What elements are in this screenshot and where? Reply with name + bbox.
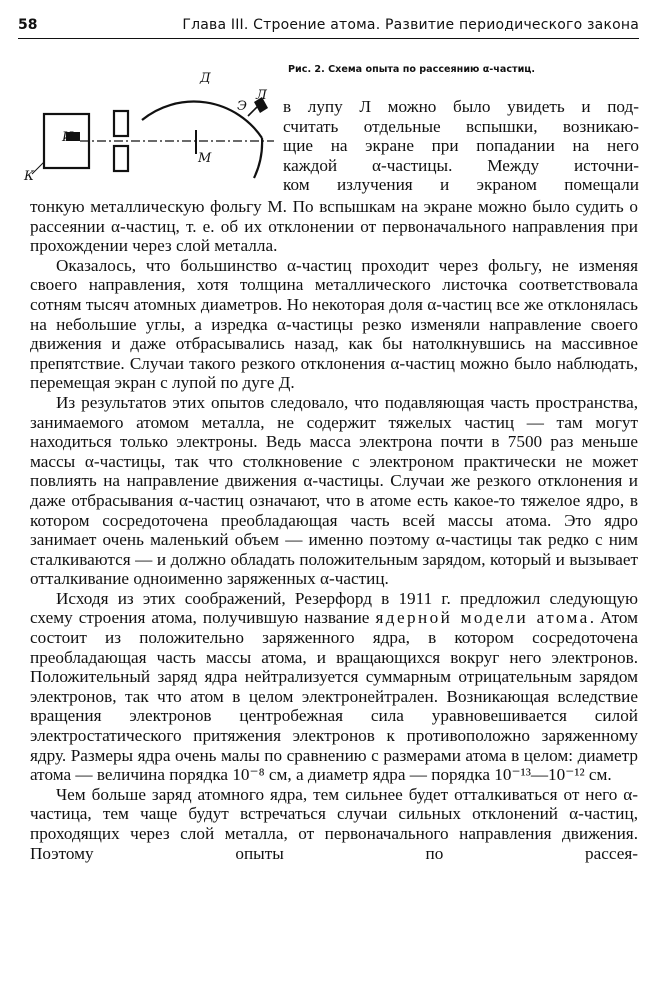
nuclear-model-term: ядерной модели атома (375, 608, 590, 628)
figure-caption: Рис. 2. Схема опыта по рассеянию α-частиц. (288, 64, 536, 75)
header-rule (18, 38, 639, 39)
label-arc: Д (200, 71, 211, 86)
chapter-title: Глава III. Строение атома. Развитие периодического закона (182, 17, 639, 33)
label-screen: Э (237, 99, 247, 114)
label-foil: М (198, 151, 212, 166)
screen-arc (254, 138, 262, 178)
label-source: И (62, 130, 74, 145)
side-line: считать отдельные вспышки, возникаю- (283, 116, 639, 136)
wrapped-text-column (283, 97, 639, 195)
side-line: щие на экране при попадании на него (283, 136, 639, 156)
paragraph-4 (30, 589, 638, 785)
paragraph-4-body: . Атом состоит из положительно заряженного ядра, в котором сосредоточена преобладающая часть массы атома, и вращающихся вокруг него электронов. Положительный заряд ядра нейтрализуется суммарным отрицательным зарядом электронов, так что атом в целом электронейтрален. Возникающая вследствие вращения электронов центробежная сила уравновешивается силой электростатического притяжения электронов к противоположно заряженному ядру. Размеры ядра очень малы по сравнению с размерами атома в целом: диаметр атома — величина порядка 10⁻⁸ см, а диаметр ядра — порядка 10⁻¹³—10⁻¹² см. (30, 608, 639, 785)
label-box: К (24, 169, 35, 184)
side-line: в лупу Л можно было увидеть и под- (283, 97, 639, 116)
running-header (18, 14, 639, 38)
side-line: ком излучения и экраном помещали (283, 175, 639, 195)
paragraph-1-continued: тонкую металлическую фольгу М. По вспышкам на экране можно было судить о рассеянии α-частиц, т. е. об их отклонении от первоначального направления при прохождении через слой металла. (30, 197, 638, 256)
scattering-experiment-figure (22, 48, 280, 188)
label-lens: Л (256, 88, 267, 103)
side-line: каждой α-частицы. Между источни- (283, 155, 639, 175)
paragraph-2: Оказалось, что большинство α-частиц проходит через фольгу, не изменяя своего направления, хотя толщина металлического листочка соответствовала сотням тысяч атомных диаметров. Но некоторая доля α-частиц все же отклонялась на небольшие углы, а изредка α-частицы резко изменяли направление своего движения и даже отбрасывались назад, как бы натолкнувшись на массивное препятствие. Случаи такого резкого отклонения α-частиц можно было наблюдать, перемещая экран с лупой по дуге Д. (30, 255, 638, 393)
paragraph-4-intro: Исходя из этих соображений, Резерфорд в 1911 г. предложил следующую схему строения атома, получившую название (30, 588, 638, 628)
paragraph-5: Чем больше заряд атомного ядра, тем сильнее будет отталкиваться от него α-частица, тем чаще будут встречаться случаи сильных отклонений α-частиц, проходящих через слой металла, от первоначального направления движения. Поэтому опыты по рассея- (30, 784, 638, 863)
page-number: 58 (18, 17, 38, 33)
collimator-upper (114, 111, 128, 136)
lens-pointer (248, 106, 258, 116)
scattering-diagram (22, 48, 280, 188)
collimator-lower (114, 146, 128, 171)
body-text (30, 197, 638, 863)
paragraph-3: Из результатов этих опытов следовало, что подавляющая часть пространства, занимаемого атомом металла, не содержит тяжелых частиц — там могут находиться только электроны. Ведь масса электрона почти в 7500 раз меньше массы α-частицы, так что столкновение с электроном практически не может повлиять на направление движения α-частицы. Случаи же резкого отклонения и даже отбрасывания α-частиц означают, что в атоме есть какое-то тяжелое ядро, в котором сосредоточена преобладающая часть всей массы атома. Это ядро занимает очень маленький объем — именно поэтому α-частицы так редко с ним сталкиваются — и должно обладать положительным зарядом, который и вызывает отталкивание одноименно заряженных α-частиц. (30, 392, 638, 589)
